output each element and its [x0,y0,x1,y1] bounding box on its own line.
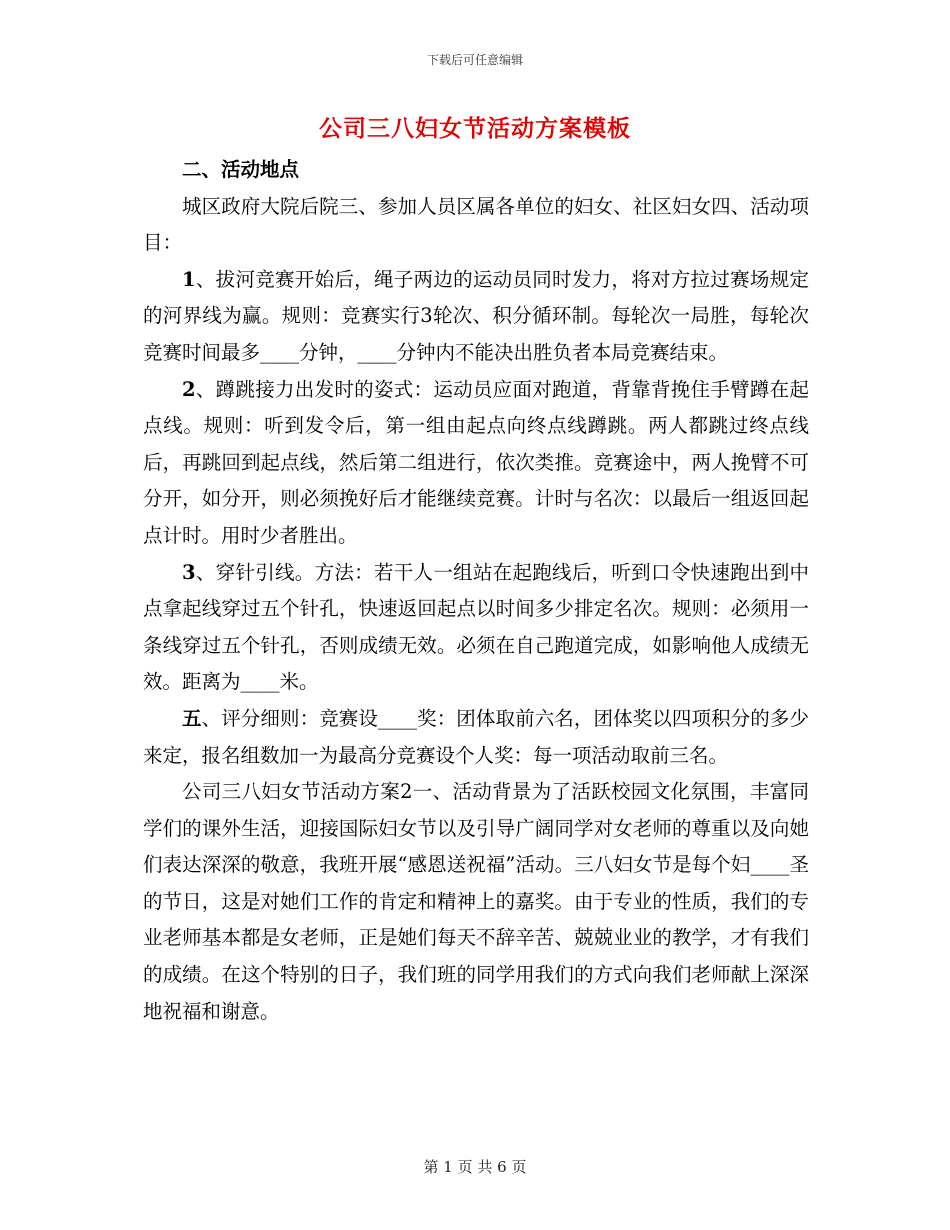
document-body [143,152,809,1030]
document-title: 公司三八妇女节活动方案模板 [319,115,631,142]
paragraph-item-2 [143,372,809,555]
item-text: 、拔河竞赛开始后，绳子两边的运动员同时发力，将对方拉过赛场规定的河界线为赢。规则：竞赛实行3轮次、积分循环制。每轮次一局胜，每轮次竞赛时间最多____分钟，____分钟内不能决出胜负者本局竞赛结束。 [143,267,809,364]
paragraph-plan-2: 公司三八妇女节活动方案2一、活动背景为了活跃校园文化氛围，丰富同学们的课外生活，迎接国际妇女节以及引导广阔同学对女老师的尊重以及向她们表达深深的敬意，我班开展“感恩送祝福”活动。三八妇女节是每个妇____圣的节日，这是对她们工作的肯定和精神上的嘉奖。由于专业的性质，我们的专业老师基本都是女老师，正是她们每天不辞辛苦、兢兢业业的教学，才有我们的成绩。在这个特别的日子，我们班的同学用我们的方式向我们老师献上深深地祝福和谢意。 [143,780,809,1023]
item-number: 2 [182,377,196,401]
paragraph-item-3 [143,555,809,701]
paragraph-location: 城区政府大院后院三、参加人员区属各单位的妇女、社区妇女四、活动项目： [143,194,809,255]
item-text: 、穿针引线。方法：若干人一组站在起跑线后，听到口令快速跑出到中点拿起线穿过五个针孔，快速返回起点以时间多少排定名次。规则：必须用一条线穿过五个针孔，否则成绩无效。必须在自己跑道完成，如影响他人成绩无效。距离为____米。 [143,560,809,694]
page-number: 第 1 页 共 6 页 [423,1158,527,1176]
page-header-note: 下载后可任意编辑 [426,53,523,67]
section-heading: 二、活动地点 [182,158,300,181]
paragraph-item-1 [143,262,809,372]
paragraph-item-5 [143,701,809,774]
item-number: 3 [182,560,196,584]
item-number: 五 [182,706,202,730]
item-text: 、评分细则：竞赛设____奖：团体取前六名，团体奖以四项积分的多少来定，报名组数加一为最高分竞赛设个人奖：每一项活动取前三名。 [143,706,809,767]
item-number: 1 [182,267,196,291]
item-text: 、蹲跳接力出发时的姿式：运动员应面对跑道，背靠背挽住手臂蹲在起点线。规则：听到发令后，第一组由起点向终点线蹲跳。两人都跳过终点线后，再跳回到起点线，然后第二组进行，依次类推。竞赛途中，两人挽臂不可分开，如分开，则必须挽好后才能继续竞赛。计时与名次：以最后一组返回起点计时。用时少者胜出。 [143,377,809,547]
